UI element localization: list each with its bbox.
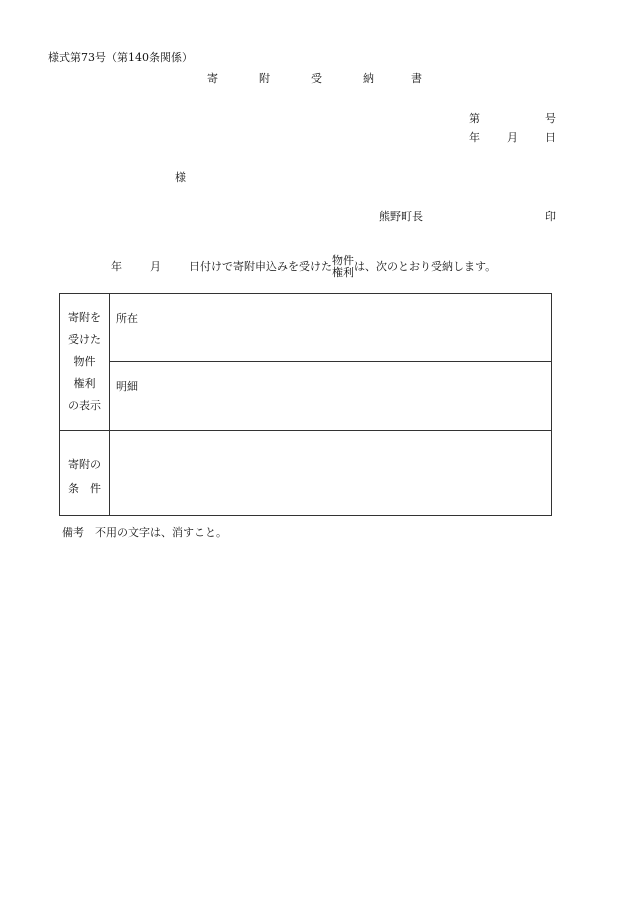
doc-number-suffix: 号 <box>545 112 556 125</box>
date-day: 日 <box>545 131 556 144</box>
table-row-location <box>60 294 552 362</box>
form-number: 様式第73号（第140条関係） <box>48 51 193 64</box>
object-type-options <box>332 255 354 279</box>
seal-mark: 印 <box>545 210 556 223</box>
title-char: 寄 <box>207 72 218 85</box>
donation-table <box>59 293 552 516</box>
addressee-suffix: 様 <box>175 171 186 184</box>
issuer-title: 熊野町長 <box>379 210 423 223</box>
doc-number-prefix: 第 <box>469 112 480 125</box>
date-year: 年 <box>469 131 480 144</box>
location-cell[interactable] <box>110 294 552 362</box>
display-label-cell <box>60 294 110 431</box>
remarks-note: 備考 不用の文字は、消すこと。 <box>62 526 227 539</box>
table-row-details <box>60 362 552 431</box>
display-label-line: の表示 <box>68 399 101 412</box>
display-label-line: 寄附を <box>68 311 101 324</box>
conditions-label-cell <box>60 431 110 516</box>
option-property: 物件 <box>332 253 354 267</box>
statement-year: 年 <box>111 260 122 273</box>
statement-text-after: は、次のとおり受納します。 <box>354 260 497 273</box>
table-row-conditions <box>60 431 552 516</box>
display-label-line: 権利 <box>73 377 96 390</box>
title-char: 納 <box>363 72 374 85</box>
date-month: 月 <box>507 131 518 144</box>
details-label: 明細 <box>116 380 138 393</box>
statement-month: 月 <box>150 260 161 273</box>
title-char: 受 <box>311 72 322 85</box>
details-cell[interactable] <box>110 362 552 431</box>
display-label-line: 物件 <box>73 355 96 368</box>
statement-text-before: 日付けで寄附申込みを受けた <box>189 260 332 273</box>
document-title <box>0 73 630 87</box>
location-label: 所在 <box>116 312 138 325</box>
conditions-label-line: 寄附の <box>68 458 101 471</box>
conditions-label-line: 条 件 <box>68 482 101 495</box>
title-char: 附 <box>259 72 270 85</box>
display-label-line: 受けた <box>68 333 101 346</box>
title-char: 書 <box>411 72 422 85</box>
conditions-cell[interactable] <box>110 431 552 516</box>
statement-text <box>189 253 496 281</box>
option-right: 権利 <box>332 266 354 279</box>
